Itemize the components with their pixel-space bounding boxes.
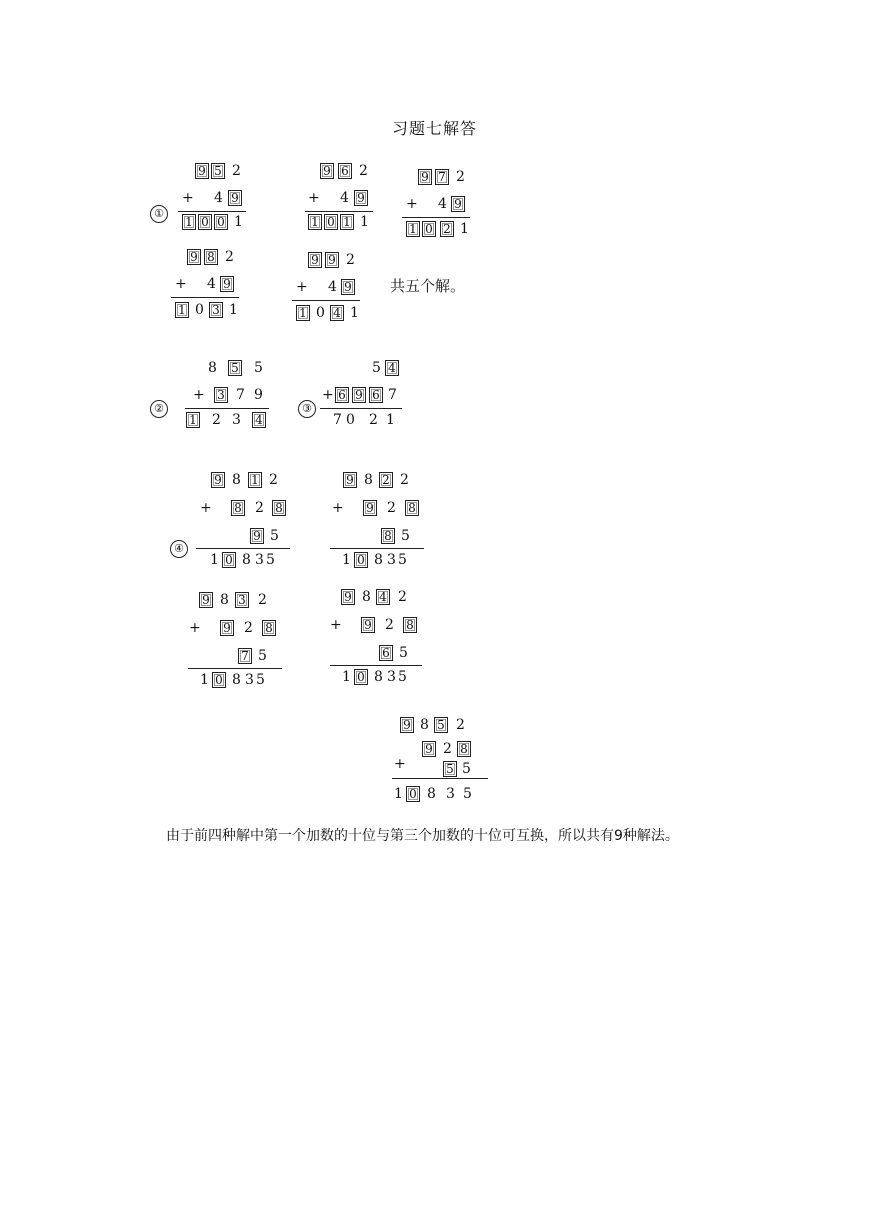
p2-plus: + — [193, 387, 205, 403]
p4s5-b-2: 8 — [457, 741, 471, 757]
p1s5-sum-3: 1 — [350, 305, 359, 321]
p1s3-top-2: 2 — [456, 169, 465, 185]
p4s2-b-0: 9 — [363, 500, 377, 516]
p2-add-2: 9 — [254, 387, 263, 403]
p3-top-0: 5 — [372, 360, 381, 376]
p4s1-b-0: 8 — [231, 500, 245, 516]
p3-sum-0: 7 — [333, 412, 342, 428]
p4s5-a-3: 2 — [456, 717, 465, 733]
p4s5-c-1: 5 — [462, 761, 471, 777]
p1s3-sum-3: 1 — [460, 221, 469, 237]
p4s3-sum-2: 8 — [232, 672, 241, 688]
label-problem-3: ③ — [298, 400, 316, 418]
p1s4-add-1: 9 — [220, 276, 234, 292]
p4s4-sum-0: 1 — [342, 669, 351, 685]
p4s1-sum-2: 8 — [242, 552, 251, 568]
p4s3-a-2: 3 — [235, 592, 249, 608]
p2-top-2: 5 — [254, 360, 263, 376]
p4s2-a-1: 8 — [364, 472, 373, 488]
p4s2-sum-1: 0 — [354, 552, 368, 568]
label-problem-2: ② — [150, 400, 168, 418]
p1s3-add-0: 4 — [438, 196, 447, 212]
p1s4-rule — [171, 297, 239, 298]
p1s1-sum-0: 1 — [182, 214, 196, 230]
p4s3-sum-3: 3 — [245, 672, 254, 688]
p1s5-plus: + — [296, 279, 308, 295]
p4s5-a-0: 9 — [400, 717, 414, 733]
p1s1-top-2: 2 — [232, 163, 241, 179]
p4s1-sum-0: 1 — [210, 552, 219, 568]
p4s2-a-0: 9 — [343, 472, 357, 488]
p4s5-rule — [392, 778, 488, 779]
p1s5-add-0: 4 — [328, 279, 337, 295]
p4s3-sum-1: 0 — [212, 672, 226, 688]
p4s1-c-1: 5 — [270, 528, 279, 544]
p1s5-add-1: 9 — [341, 279, 355, 295]
p4s3-sum-0: 1 — [200, 672, 209, 688]
p4s4-a-2: 4 — [376, 589, 390, 605]
p1s2-top-2: 2 — [359, 163, 368, 179]
p1s4-sum-1: 0 — [195, 302, 204, 318]
p4s3-c-0: 7 — [238, 648, 252, 664]
p4s1-a-0: 9 — [211, 472, 225, 488]
p1s3-rule — [402, 217, 470, 218]
p1s2-plus: + — [308, 190, 320, 206]
p2-top-0: 8 — [208, 360, 217, 376]
p1s4-top-0: 9 — [187, 249, 201, 265]
p4s5-c-0: 5 — [443, 761, 457, 777]
p4s3-a-3: 2 — [258, 592, 267, 608]
p1s4-sum-0: 1 — [175, 302, 189, 318]
p2-sum-0: 1 — [186, 412, 200, 428]
p1s2-sum-1: 0 — [324, 214, 338, 230]
p4s4-sum-4: 5 — [398, 669, 407, 685]
p1s2-sum-0: 1 — [308, 214, 322, 230]
p3-add-1: 9 — [352, 387, 366, 403]
p3-add-3: 7 — [388, 387, 397, 403]
p3-sum-1: 0 — [346, 412, 355, 428]
p4s2-sum-3: 3 — [387, 552, 396, 568]
p4s4-b-1: 2 — [385, 617, 394, 633]
p4s4-b-2: 8 — [403, 617, 417, 633]
p1s1-plus: + — [182, 190, 194, 206]
p1s1-sum-3: 1 — [234, 214, 243, 230]
p4s3-b-2: 8 — [262, 620, 276, 636]
p1s3-top-0: 9 — [418, 169, 432, 185]
p4s4-sum-2: 8 — [374, 669, 383, 685]
p4s1-a-2: 1 — [248, 472, 262, 488]
p2-add-1: 7 — [236, 387, 245, 403]
p4s3-a-0: 9 — [199, 592, 213, 608]
p4s2-sum-4: 5 — [398, 552, 407, 568]
p3-top-1: 4 — [385, 360, 399, 376]
p4s2-sum-0: 1 — [342, 552, 351, 568]
p1s1-add-1: 9 — [228, 190, 242, 206]
p1s2-top-0: 9 — [320, 163, 334, 179]
p4s4-c-0: 6 — [379, 645, 393, 661]
p1s3-top-1: 7 — [435, 169, 449, 185]
p4s1-c-0: 9 — [250, 528, 264, 544]
p4s5-sum-2: 8 — [427, 786, 436, 802]
label-problem-1: ① — [150, 205, 168, 223]
p1s1-top-0: 9 — [195, 163, 209, 179]
p4s1-sum-1: 0 — [222, 552, 236, 568]
p4s5-b-1: 2 — [443, 741, 452, 757]
p3-sum-3: 1 — [386, 412, 395, 428]
p4s2-sum-2: 8 — [374, 552, 383, 568]
p1s1-top-1: 5 — [211, 163, 225, 179]
p4s1-a-3: 2 — [269, 472, 278, 488]
p4s2-b-2: 8 — [405, 500, 419, 516]
p1s3-add-1: 9 — [451, 196, 465, 212]
p4s2-b-1: 2 — [387, 500, 396, 516]
p4s4-plus: + — [330, 617, 342, 633]
p4s3-sum-4: 5 — [256, 672, 265, 688]
p4s4-sum-1: 0 — [354, 669, 368, 685]
p1s5-sum-2: 4 — [330, 305, 344, 321]
p3-plus: + — [322, 387, 334, 403]
p1s1-add-0: 4 — [214, 190, 223, 206]
p4s3-c-1: 5 — [258, 648, 267, 664]
p1s4-sum-2: 3 — [209, 302, 223, 318]
p4s4-rule — [330, 665, 422, 666]
p4s5-b-0: 9 — [422, 741, 436, 757]
p2-top-1: 5 — [228, 360, 242, 376]
p2-rule — [185, 408, 269, 409]
p2-sum-3: 4 — [252, 412, 266, 428]
p4s2-c-1: 5 — [401, 528, 410, 544]
p4s1-sum-3: 3 — [255, 552, 264, 568]
p1s5-top-1: 9 — [325, 252, 339, 268]
p4s4-a-3: 2 — [398, 589, 407, 605]
p1s3-sum-1: 0 — [422, 221, 436, 237]
p4s3-b-0: 9 — [220, 620, 234, 636]
p4s5-a-2: 5 — [434, 717, 448, 733]
p4s5-a-1: 8 — [420, 717, 429, 733]
note-five-solutions: 共五个解。 — [390, 277, 466, 295]
p1s5-sum-1: 0 — [316, 305, 325, 321]
label-problem-4: ④ — [170, 540, 188, 558]
p1s4-plus: + — [175, 276, 187, 292]
p4s3-rule — [188, 668, 282, 669]
p4s1-b-1: 2 — [255, 500, 264, 516]
p4s5-sum-1: 0 — [406, 786, 420, 802]
p3-rule — [320, 408, 402, 409]
p1s3-sum-2: 2 — [440, 221, 454, 237]
p1s2-sum-3: 1 — [360, 214, 369, 230]
p1s4-top-1: 8 — [204, 249, 218, 265]
p4s1-sum-4: 5 — [266, 552, 275, 568]
p1s2-add-1: 9 — [354, 190, 368, 206]
p1s2-sum-2: 1 — [340, 214, 354, 230]
p4s5-plus: + — [394, 756, 406, 772]
p1s3-plus: + — [406, 196, 418, 212]
p1s4-add-0: 4 — [207, 276, 216, 292]
p1s2-add-0: 4 — [340, 190, 349, 206]
p1s5-top-2: 2 — [346, 252, 355, 268]
p4s3-plus: + — [189, 620, 201, 636]
p1s5-top-0: 9 — [308, 252, 322, 268]
p4s3-a-1: 8 — [220, 592, 229, 608]
p2-sum-1: 2 — [212, 412, 221, 428]
p4s1-rule — [196, 548, 290, 549]
p4s2-a-2: 2 — [379, 472, 393, 488]
p4s2-rule — [330, 548, 424, 549]
p4s2-c-0: 8 — [381, 528, 395, 544]
p4s1-plus: + — [200, 500, 212, 516]
p4s5-sum-4: 5 — [463, 786, 472, 802]
p1s1-sum-2: 0 — [214, 214, 228, 230]
p4s5-sum-3: 3 — [446, 786, 455, 802]
p1s5-rule — [292, 300, 360, 301]
p1s4-sum-3: 1 — [229, 302, 238, 318]
p4s4-a-1: 8 — [362, 589, 371, 605]
p4s1-b-2: 8 — [272, 500, 286, 516]
page-title: 习题七解答 — [391, 119, 477, 138]
p4s4-a-0: 9 — [341, 589, 355, 605]
p3-sum-2: 2 — [369, 412, 378, 428]
p3-add-2: 6 — [369, 387, 383, 403]
p1s5-sum-0: 1 — [296, 305, 310, 321]
p3-add-0: 6 — [335, 387, 349, 403]
p4s5-sum-0: 1 — [394, 786, 403, 802]
p4s4-c-1: 5 — [399, 645, 408, 661]
p1s3-sum-0: 1 — [406, 221, 420, 237]
p2-add-0: 3 — [214, 387, 228, 403]
p4s2-plus: + — [332, 500, 344, 516]
p1s2-rule — [305, 211, 373, 212]
p4s1-a-1: 8 — [232, 472, 241, 488]
p1s1-sum-1: 0 — [198, 214, 212, 230]
p2-sum-2: 3 — [232, 412, 241, 428]
p4s4-sum-3: 3 — [387, 669, 396, 685]
p1s4-top-2: 2 — [225, 249, 234, 265]
conclusion-paragraph: 由于前四种解中第一个加数的十位与第三个加数的十位可互换，所以共有9种解法。 — [166, 828, 679, 844]
p1s2-top-1: 6 — [338, 163, 352, 179]
p4s2-a-3: 2 — [400, 472, 409, 488]
p4s3-b-1: 2 — [244, 620, 253, 636]
p4s4-b-0: 9 — [361, 617, 375, 633]
p1s1-rule — [178, 211, 246, 212]
